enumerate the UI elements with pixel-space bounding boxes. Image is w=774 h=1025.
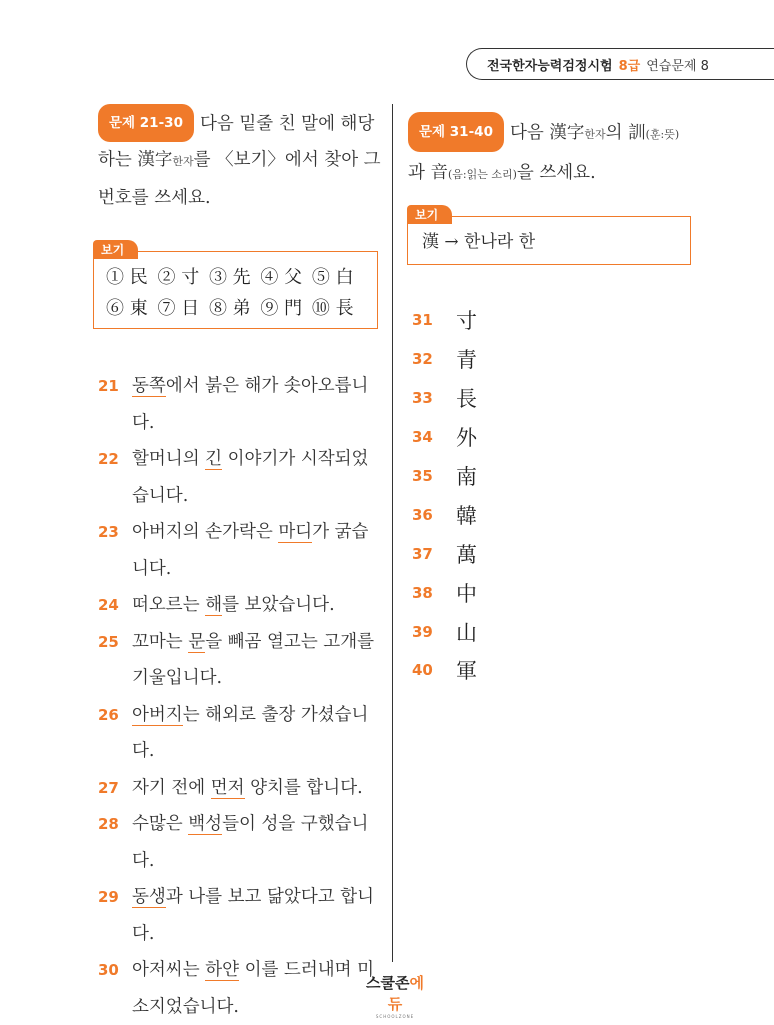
question-number: 22 — [98, 450, 119, 468]
question-item: 26 아버지는 해외로 출장 가셨습니다. — [98, 697, 382, 770]
example-item: ⑧ 弟 — [208, 298, 251, 319]
question-number: 26 — [98, 705, 119, 724]
hanja-number: 40 — [412, 661, 433, 680]
hanja-row — [412, 379, 477, 418]
example-item: ③ 先 — [208, 267, 251, 288]
question-item: 22 할머니의 긴 이야기가 시작되었습니다. — [98, 441, 382, 514]
left-example-label: 보기 — [93, 240, 138, 259]
left-question-badge: 문제 21-30 — [98, 104, 194, 142]
question-item: 28 수많은 백성들이 성을 구했습니다. — [98, 806, 382, 879]
underlined-word: 해 — [205, 595, 223, 615]
question-item: 23 아버지의 손가락은 마디가 굵습니다. — [98, 514, 382, 587]
schoolzone-logo: 스쿨존에듀 SCHOOLZONE — [366, 974, 424, 1019]
header-level: 8급 — [618, 58, 641, 74]
question-number: 30 — [98, 961, 119, 979]
example-item: ⑩ 長 — [311, 298, 354, 319]
question-item: 30 아저씨는 하얀 이를 드러내며 미소지었습니다. — [98, 952, 382, 1025]
hanja-char: 外 — [456, 426, 477, 451]
header-set: 연습문제 8 — [646, 58, 709, 74]
hanja-number: 35 — [412, 467, 433, 485]
hanja-number: 34 — [412, 428, 433, 447]
left-example-box — [93, 243, 378, 329]
question-item: 24 떠오르는 해를 보았습니다. — [98, 587, 382, 624]
hanja-char: 韓 — [456, 503, 477, 528]
left-question-list — [98, 368, 382, 1025]
underlined-word: 문 — [188, 631, 206, 652]
question-number: 23 — [98, 523, 119, 541]
header-title: 전국한자능력검정시험 — [487, 58, 613, 74]
question-item: 27 자기 전에 먼저 양치를 합니다. — [98, 770, 382, 807]
hanja-char: 青 — [456, 348, 477, 373]
underlined-word: 백성 — [188, 814, 223, 834]
hanja-number: 32 — [412, 350, 433, 369]
underlined-word: 아버지 — [132, 704, 183, 725]
hanja-row — [412, 573, 477, 612]
question-item: 25 꼬마는 문을 빼곰 열고는 고개를 기울입니다. — [98, 624, 382, 697]
hanja-row — [412, 534, 477, 573]
hanja-row — [412, 495, 477, 534]
hanja-char: 長 — [456, 387, 477, 412]
right-example-box — [407, 208, 691, 265]
page-header-tab — [466, 48, 774, 80]
column-divider — [392, 104, 393, 962]
hanja-row — [412, 301, 477, 340]
hanja-char: 山 — [456, 620, 477, 645]
right-question-badge: 문제 31-40 — [408, 112, 504, 152]
example-row-2 — [106, 293, 358, 324]
question-item: 29 동생과 나를 보고 닮았다고 합니다. — [98, 879, 382, 952]
underlined-word: 먼저 — [210, 777, 245, 798]
hanja-char: 中 — [456, 581, 477, 606]
example-item: ④ 父 — [260, 267, 303, 288]
left-instruction: 문제 21-30 다음 밑줄 친 말에 해당 하는 漢字한자를 〈보기〉에서 찾아 그 번호를 쓰세요. — [98, 104, 388, 216]
hanja-number: 37 — [412, 544, 433, 563]
example-item: ② 寸 — [157, 267, 200, 288]
example-row-1 — [106, 262, 358, 293]
question-item: 21 동쪽에서 붉은 해가 솟아오릅니다. — [98, 368, 382, 441]
question-number: 29 — [98, 888, 119, 906]
question-number: 25 — [98, 632, 119, 651]
hanja-number: 31 — [412, 311, 433, 330]
question-number: 28 — [98, 815, 119, 833]
hanja-row — [412, 340, 477, 379]
hanja-row — [412, 418, 477, 457]
hanja-number: 36 — [412, 505, 433, 524]
example-item: ⑦ 日 — [157, 298, 200, 319]
hanja-number: 39 — [412, 622, 433, 641]
question-number: 27 — [98, 778, 119, 797]
example-item: ① 民 — [106, 267, 148, 288]
hanja-row — [412, 457, 477, 496]
example-item: ⑤ 白 — [311, 267, 354, 288]
right-example-label: 보기 — [407, 205, 452, 224]
underlined-word: 마디 — [278, 522, 313, 542]
hanja-char: 萬 — [456, 542, 477, 567]
hanja-char: 寸 — [456, 309, 477, 334]
question-number: 24 — [98, 596, 119, 614]
hanja-number: 38 — [412, 583, 433, 602]
example-item: ⑨ 門 — [260, 298, 303, 319]
underlined-word: 하얀 — [205, 960, 239, 980]
underlined-word: 동생 — [132, 887, 166, 907]
right-example-text: 漢 → 한나라 한 — [422, 232, 536, 252]
hanja-char: 軍 — [456, 659, 477, 684]
hanja-row — [412, 612, 477, 651]
example-item: ⑥ 東 — [106, 298, 148, 319]
hanja-row — [412, 651, 477, 690]
hanja-list — [412, 301, 477, 690]
question-number: 21 — [98, 377, 119, 395]
right-instruction: 문제 31-40 다음 漢字한자의 訓(훈:뜻) 과 音(음:읽는 소리)을 쓰세요. — [408, 112, 708, 194]
hanja-char: 南 — [456, 465, 477, 489]
underlined-word: 동쪽 — [132, 376, 166, 396]
underlined-word: 긴 — [205, 449, 223, 469]
hanja-number: 33 — [412, 389, 433, 408]
